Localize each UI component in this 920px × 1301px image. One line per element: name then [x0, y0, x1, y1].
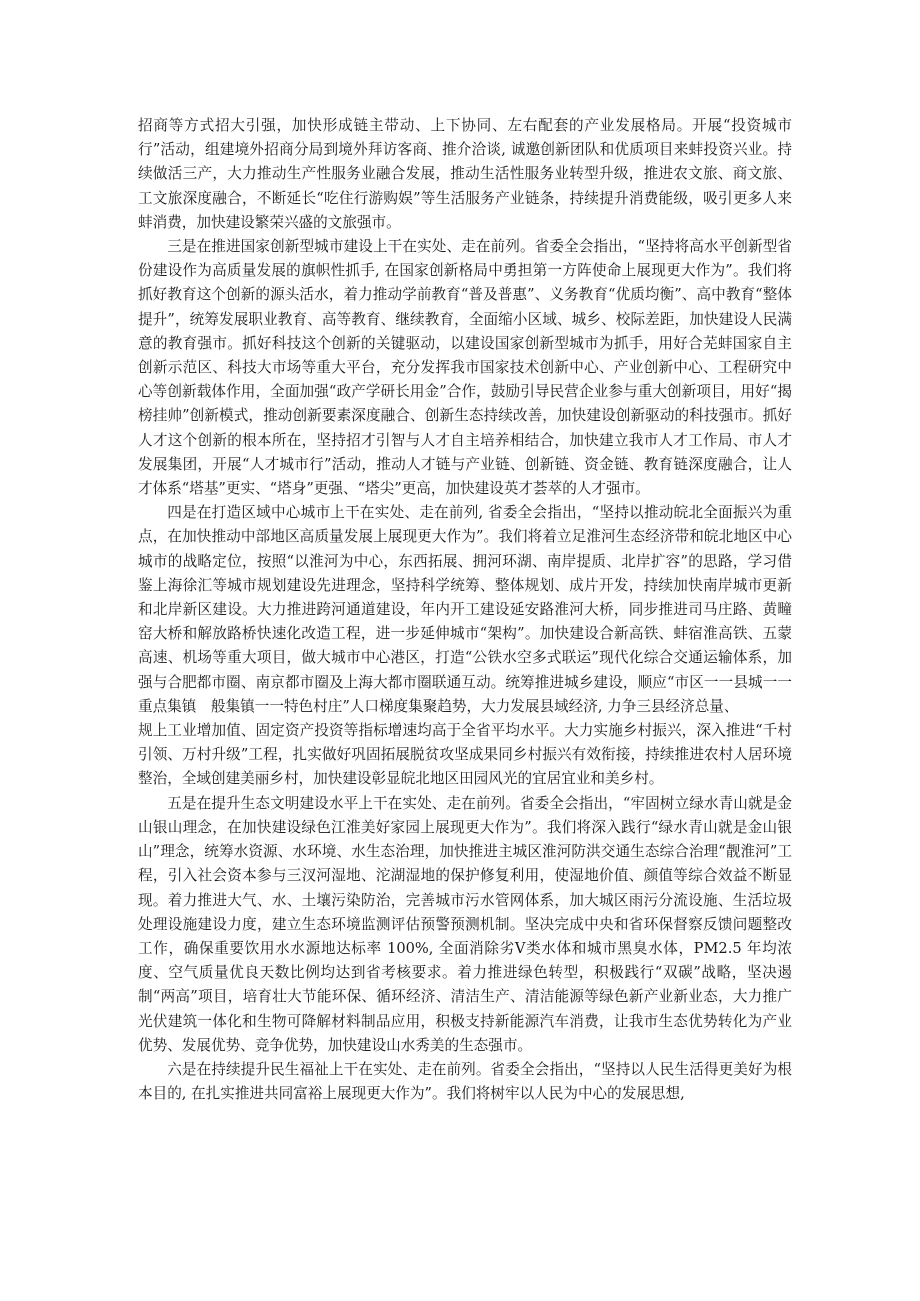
paragraph-ecology: 五是在提升生态文明建设水平上干在实处、走在前列。省委全会指出，“牢固树立绿水青山就是金山银山理念，在加快建设绿色江淮美好家园上展现更大作为”。我们将深入践行“绿水青山就是金山银山”理念，统筹水资源、水环境、水生态治理，加快推进主城区淮河防洪交通生态综合治理“靓淮河”工程，引入社会资本参与三汊河湿地、沱湖湿地的保护修复利用，使湿地价值、颜值等综合效益不断显现。着力推进大气、水、土壤污染防治，完善城市污水管网体系，加大城区雨污分流设施、生活垃圾处理设施建设力度，建立生态环境监测评估预警预测机制。坚决完成中央和省环保督察反馈问题整改工作，确保重要饮用水水源地达标率 100%, 全面消除劣Ⅴ类水体和城市黑臭水体，PM2.5 年均浓度、空气质量优良天数比例均达到省考核要求。着力推进绿色转型，积极践行“双碳”战略，坚决遏制“两高”项目，培育壮大节能环保、循环经济、清洁生产、清洁能源等绿色新产业新业态，大力推广光伏建筑一体化和生物可降解材料制品应用，积极支持新能源汽车消费，让我市生态优势转化为产业优势、发展优势、竞争优势，加快建设山水秀美的生态强市。: [138, 794, 792, 1054]
document-body: [138, 114, 792, 1106]
paragraph-livelihood: 六是在持续提升民生福祉上干在实处、走在前列。省委全会指出，“坚持以人民生活得更美好为根本目的, 在扎实推进共同富裕上展现更大作为”。我们将树牢以人民为中心的发展思想,: [138, 1060, 792, 1103]
paragraph-regional-center: 四是在打造区域中心城市上干在实处、走在前列, 省委全会指出，“坚持以推动皖北全面振兴为重点，在加快推动中部地区高质量发展上展现更大作为”。我们将着立足淮河生态经济带和皖北地区中心城市的战略定位，按照“以淮河为中心，东西拓展、拥河环湖、南岸提质、北岸扩容”的思路，学习借鉴上海徐汇等城市规划建设先进理念，坚持科学统筹、整体规划、成片开发，持续加快南岸城市更新和北岸新区建设。大力推进跨河通道建设，年内开工建设延安路淮河大桥，同步推进司马庄路、黄疃窑大桥和解放路桥快速化改造工程，进一步延伸城市“架构”。加快建设合新高铁、蚌宿淮高铁、五蒙高速、机场等重大项目，做大城市中心港区，打造“公铁水空多式联运”现代化综合交通运输体系，加强与合肥都市圈、南京都市圈及上海大都市圈联通互动。统筹推进城乡建设，顺应“市区一一县城一一重点集镇 般集镇一一特色村庄”人口梯度集聚趋势，大力发展县域经济, 力争三县经济总量、: [138, 504, 792, 715]
paragraph-innovation-city: 三是在推进国家创新型城市建设上干在实处、走在前列。省委全会指出，“坚持将高水平创新型省份建设作为高质量发展的旗帜性抓手, 在国家创新格局中勇担第一方阵使命上展现更大作为”。我们将抓好教育这个创新的源头活水，着力推动学前教育“普及普惠”、义务教育“优质均衡”、高中教育“整体提升”，统筹发展职业教育、高等教育、继续教育，全面缩小区域、城乡、校际差距，加快建设人民满意的教育强市。抓好科技这个创新的关键驱动，以建设国家创新型城市为抓手，用好合芜蚌国家自主创新示范区、科技大市场等重大平台，充分发挥我市国家技术创新中心、产业创新中心、工程研究中心等创新载体作用，全面加强“政产学研长用金”合作，鼓励引导民营企业参与重大创新项目，用好“揭榜挂帅”创新模式，推动创新要素深度融合、创新生态持续改善，加快建设创新驱动的科技强市。抓好人才这个创新的根本所在，坚持招才引智与人才自主培养相结合，加快建立我市人才工作局、市人才发展集团，开展“人才城市行”活动，推动人才链与产业链、创新链、资金链、教育链深度融合，让人才体系“塔基”更实、“塔身”更强、“塔尖”更高，加快建设英才荟萃的人才强市。: [138, 238, 792, 498]
paragraph-investment: 招商等方式招大引强，加快形成链主带动、上下协同、左右配套的产业发展格局。开展“投资城市行”活动，组建境外招商分局到境外拜访客商、推介洽谈, 诚邀创新团队和优质项目来蚌投资兴业。持续做活三产，大力推动生产性服务业融合发展，推动生活性服务业转型升级，推进农文旅、商文旅、工文旅深度融合，不断延长“吃住行游购娱”等生活服务产业链条，持续提升消费能级，吸引更多人来蚌消费，加快建设繁荣兴盛的文旅强市。: [138, 117, 792, 231]
paragraph-rural-revitalization: 规上工业增加值、固定资产投资等指标增速均高于全省平均水平。大力实施乡村振兴，深入推进“千村引领、万村升级”工程，扎实做好巩固拓展脱贫攻坚成果同乡村振兴有效衔接，持续推进农村人居环境整治，全域创建美丽乡村，加快建设彰显皖北地区田园风光的宜居宜业和美乡村。: [138, 722, 792, 788]
